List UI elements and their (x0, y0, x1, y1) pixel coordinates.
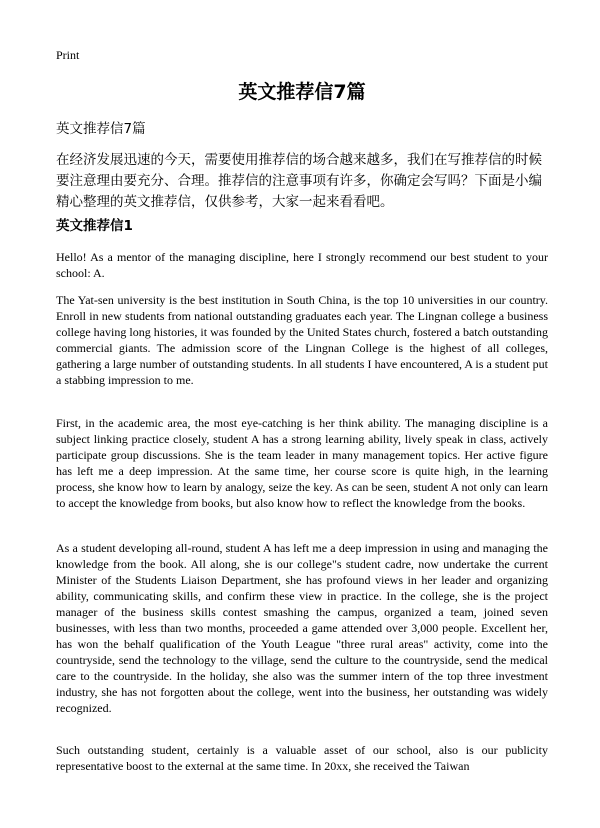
page-title: 英文推荐信7篇 (238, 81, 366, 103)
body-paragraph: Such outstanding student, certainly is a valuable asset of our school, also is our publicity representative boost to the external at the same time. In 20xx, she received the Taiwan (56, 743, 548, 773)
body-paragraph: First, in the academic area, the most eye-catching is her think ability. The managing discipline is a subject linking practice closely, student A has a strong learning ability, lively speak in class, actively participate group discussions. She is the team leader in many management topics. Her active figure has left me a deep impression. At the same time, her course score is quite high, in the learning process, she know how to learn by analogy, seize the key. As can be seen, student A not only can learn to accept the knowledge from books, but also know how to reflect the knowledge from the books. (56, 416, 548, 510)
print-link[interactable]: Print (56, 48, 80, 62)
body-paragraph: Hello! As a mentor of the managing discipline, here I strongly recommend our best student to your school: A. (56, 250, 548, 280)
body-paragraph: As a student developing all-round, student A has left me a deep impression in using and managing the knowledge from the book. All along, she is our college"s student cadre, now undertake the current Minister of the Students Liaison Department, she has profound views in her leader and organizing ability, communicating skills, and confirm these view in practice. In the college, she is the project manager of the business skills contest smashing the campus, organized a team, joined seven businesses, with less than two months, proceeded a game attended over 3,000 people. Excellent her, has won the behalf qualification of the Youth League "three rural areas" activity, come into the countryside, send the technology to the village, send the culture to the countryside, send the medical care to the countryside. In the holiday, she also was the summer intern of the top three investment industry, she has not forgotten about the college, went into the business, her outstanding was widely recognized. (56, 541, 548, 715)
section-heading: 英文推荐信1 (56, 218, 133, 234)
body-paragraph: The Yat-sen university is the best institution in South China, is the top 10 universities in our country. Enroll in new students from national outstanding graduates each year. The Lingnan college a business college having long histories, it was founded by the United States church, fostered a batch outstanding commercial giants. The admission score of the Lingnan College is the highest of all colleges, gathering a large number of outstanding students. In all students I have encountered, A is a student put a stabbing impression to me. (56, 293, 548, 387)
intro-paragraph: 在经济发展迅速的今天，需要使用推荐信的场合越来越多，我们在写推荐信的时候要注意理由要充分、合理。推荐信的注意事项有许多，你确定会写吗？下面是小编精心整理的英文推荐信，仅供参考，大家一起来看看吧。 (56, 152, 542, 210)
document-subtitle: 英文推荐信7篇 (56, 121, 146, 137)
